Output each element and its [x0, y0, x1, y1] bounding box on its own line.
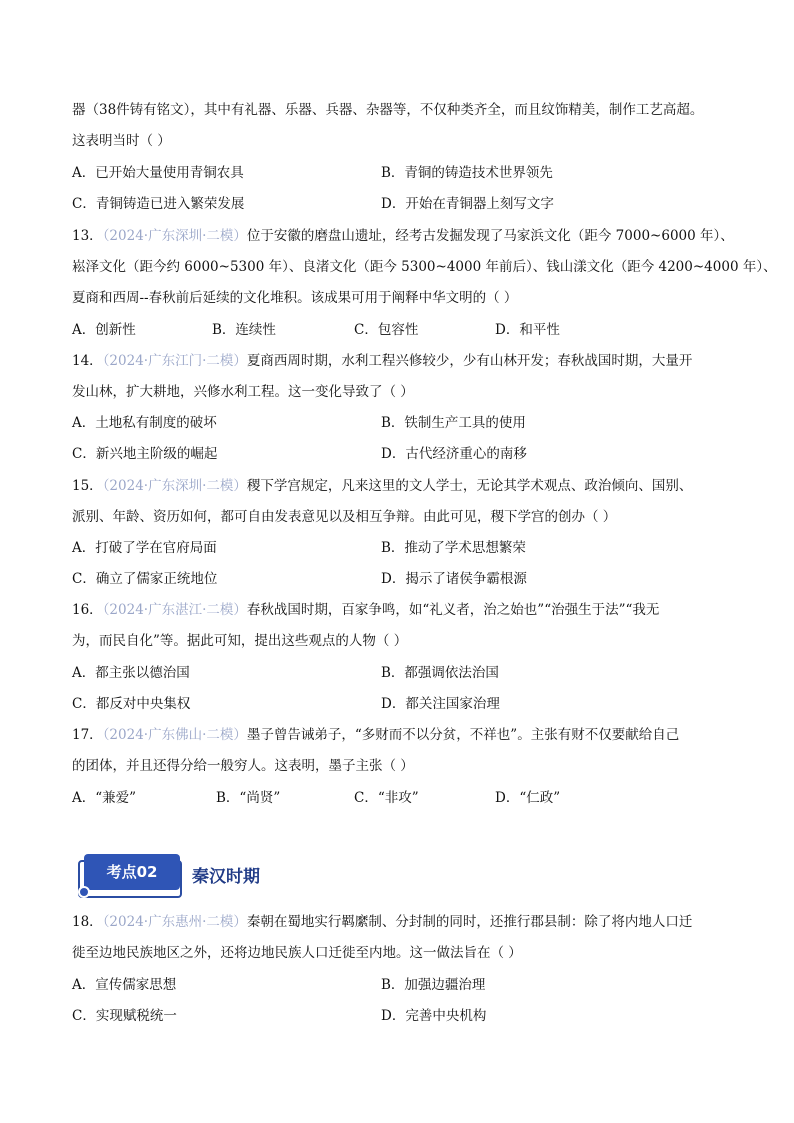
q16-option-c: C．都反对中央集权: [72, 696, 191, 712]
question-16-line-2: 为，而民自化”等。据此可知，提出这些观点的人物（ ）: [72, 633, 408, 649]
q13-option-d: D．和平性: [495, 322, 560, 338]
question-15-stem: [72, 476, 692, 496]
q13-option-c: C．包容性: [354, 322, 419, 338]
q16-option-d: D．都关注国家治理: [381, 696, 500, 712]
question-15-line-2: 派别、年龄、资历如何，都可自由发表意见以及相互争辩。由此可见，稷下学宫的创办（ ）: [72, 509, 617, 525]
question-source: （2024·广东江门·二模）: [102, 353, 247, 369]
question-13-line-3: 夏商和西周--春秋前后延续的文化堆积。该成果可用于阐释中华文明的（ ）: [72, 290, 518, 306]
question-source: （2024·广东深圳·二模）: [102, 228, 247, 244]
q12-option-c: C．青铜铸造已进入繁荣发展: [72, 196, 245, 212]
question-number: 14．: [72, 353, 103, 369]
question-18-line-2: 徙至边地民族地区之外，还将边地民族人口迁徙至内地。这一做法旨在（ ）: [72, 945, 522, 961]
question-text: 位于安徽的磨盘山遗址，经考古发掘发现了马家浜文化（距今 7000~6000 年）、: [246, 228, 734, 244]
q15-option-a: A．打破了学在官府局面: [72, 540, 217, 556]
question-13-line-2: 崧泽文化（距今约 6000~5300 年）、良渚文化（距今 5300~4000 年前后）、钱山漾文化（距今 4200~4000 年）、: [72, 259, 777, 275]
question-17-stem: [72, 725, 679, 745]
section-tag-label: 考点02: [106, 863, 158, 881]
question-source: （2024·广东惠州·二模）: [102, 914, 247, 930]
q17-option-c: C．“非攻”: [354, 790, 419, 806]
q12-option-a: A．已开始大量使用青铜农具: [72, 165, 244, 181]
question-text: 秦朝在蜀地实行羁縻制、分封制的同时，还推行郡县制：除了将内地人口迁: [246, 914, 693, 930]
tag-dot-icon: [78, 886, 90, 898]
question-14-stem: [72, 351, 692, 371]
question-text: 稷下学宫规定，凡来这里的文人学士，无论其学术观点、政治倾向、国别、: [246, 478, 693, 494]
q16-option-a: A．都主张以德治国: [72, 665, 190, 681]
q15-option-c: C．确立了儒家正统地位: [72, 571, 218, 587]
question-source: （2024·广东深圳·二模）: [102, 478, 247, 494]
question-16-stem: [72, 600, 659, 620]
q17-option-b: B．“尚贤”: [216, 790, 281, 806]
question-number: 13．: [72, 228, 103, 244]
question-text: 夏商西周时期，水利工程兴修较少，少有山林开发；春秋战国时期，大量开: [246, 353, 693, 369]
q13-option-a: A．创新性: [72, 322, 136, 338]
q13-option-b: B．连续性: [212, 322, 276, 338]
q16-option-b: B．都强调依法治国: [381, 665, 499, 681]
question-18-stem: [72, 912, 692, 932]
question-source: （2024·广东湛江·二模）: [102, 602, 247, 618]
q14-option-a: A．土地私有制度的破坏: [72, 415, 217, 431]
q12-option-d: D．开始在青铜器上刻写文字: [381, 196, 554, 212]
question-source: （2024·广东佛山·二模）: [102, 727, 247, 743]
question-14-line-2: 发山林，扩大耕地，兴修水利工程。这一变化导致了（ ）: [72, 384, 414, 400]
question-text: 春秋战国时期，百家争鸣，如“礼义者，治之始也”“治强生于法”“我无: [246, 602, 660, 618]
question-text: 墨子曾告诫弟子，“多财而不以分贫，不祥也”。主张有财不仅要献给自己: [246, 727, 680, 743]
q14-option-d: D．古代经济重心的南移: [381, 446, 527, 462]
q17-option-d: D．“仁政”: [495, 790, 561, 806]
section-title: 秦汉时期: [192, 867, 260, 887]
question-17-line-2: 的团体，并且还得分给一般穷人。这表明，墨子主张（ ）: [72, 758, 414, 774]
question-12-stem-prompt: 这表明当时（ ）: [72, 133, 171, 149]
question-12-stem-line: 器（38件铸有铭文），其中有礼器、乐器、兵器、杂器等，不仅种类齐全，而且纹饰精美，制作工艺高超。: [72, 102, 704, 118]
q18-option-d: D．完善中央机构: [381, 1008, 487, 1024]
question-number: 17．: [72, 727, 103, 743]
question-number: 15．: [72, 478, 103, 494]
q12-option-b: B．青铜的铸造技术世界领先: [381, 165, 553, 181]
section-tag: [78, 852, 182, 898]
q15-option-b: B．推动了学术思想繁荣: [381, 540, 526, 556]
question-13-stem: [72, 226, 734, 246]
question-number: 18．: [72, 914, 103, 930]
q18-option-a: A．宣传儒家思想: [72, 977, 177, 993]
q14-option-b: B．铁制生产工具的使用: [381, 415, 526, 431]
q15-option-d: D．揭示了诸侯争霸根源: [381, 571, 527, 587]
q18-option-c: C．实现赋税统一: [72, 1008, 177, 1024]
q18-option-b: B．加强边疆治理: [381, 977, 486, 993]
question-number: 16．: [72, 602, 103, 618]
q17-option-a: A．“兼爱”: [72, 790, 137, 806]
q14-option-c: C．新兴地主阶级的崛起: [72, 446, 218, 462]
